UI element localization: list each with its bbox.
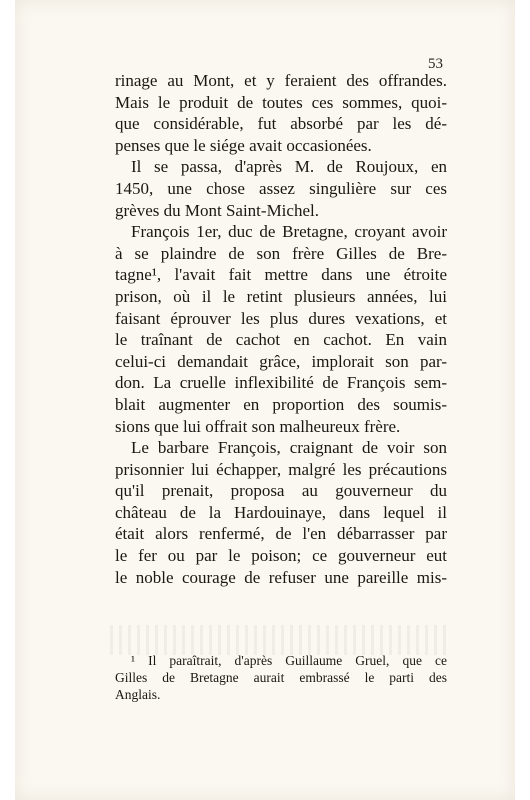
text-line: que considérable, fut absorbé par les dé-	[115, 114, 447, 134]
text-line: à se plaindre de son frère Gilles de Bre-	[115, 243, 447, 263]
text-line: Le barbare François, craignant de voir son	[131, 438, 447, 458]
text-line: le traînant de cachot en cachot. En vain	[115, 330, 447, 350]
text-line: qu'il prenait, proposa au gouverneur du	[115, 481, 447, 501]
paragraph-4	[115, 437, 447, 588]
paragraph-3	[115, 221, 447, 437]
text-line: tagne¹, l'avait fait mettre dans une étroite	[115, 265, 447, 285]
paragraph-1	[115, 70, 447, 156]
page-number: 53	[428, 56, 443, 72]
text-line: blait augmenter en proportion des soumis-	[115, 394, 447, 414]
text-line: penses que le siége avait occasionées.	[115, 135, 372, 155]
text-line: faisant éprouver les plus dures vexations, et	[115, 308, 447, 328]
text-line: 1450, une chose assez singulière sur ces	[115, 178, 447, 198]
footnote	[115, 652, 447, 703]
footnote-line: ¹ Il paraîtrait, d'après Guillaume Gruel, que ce	[131, 653, 447, 668]
text-line: prison, où il le retint plusieurs années, lui	[115, 286, 447, 306]
footnote-line: Anglais.	[115, 687, 161, 702]
text-line: prisonnier lui échapper, malgré les précautions	[115, 459, 447, 479]
book-page	[15, 0, 515, 800]
text-line: le noble courage de refuser une pareille mis-	[115, 567, 447, 587]
text-line: rinage au Mont, et y feraient des offrandes.	[115, 71, 447, 90]
show-through-texture	[110, 625, 450, 655]
body-text	[115, 70, 447, 588]
footnote-line: Gilles de Bretagne aurait embrassé le parti des	[115, 670, 447, 685]
paragraph-2	[115, 156, 447, 221]
text-line: don. La cruelle inflexibilité de François sem-	[115, 373, 447, 393]
text-line: celui-ci demandait grâce, implorait son par-	[115, 351, 447, 371]
text-line: grèves du Mont Saint-Michel.	[115, 200, 319, 220]
text-line: Il se passa, d'après M. de Roujoux, en	[131, 157, 447, 177]
text-line: château de la Hardouinaye, dans lequel il	[115, 502, 447, 522]
text-line: était alors renfermé, de l'en débarrasser par	[115, 524, 447, 544]
text-line: François 1er, duc de Bretagne, croyant avoir	[131, 222, 447, 242]
text-line: sions que lui offrait son malheureux frère.	[115, 416, 401, 436]
text-line: le fer ou par le poison; ce gouverneur eut	[115, 546, 447, 566]
text-line: Mais le produit de toutes ces sommes, quoi-	[115, 92, 447, 112]
